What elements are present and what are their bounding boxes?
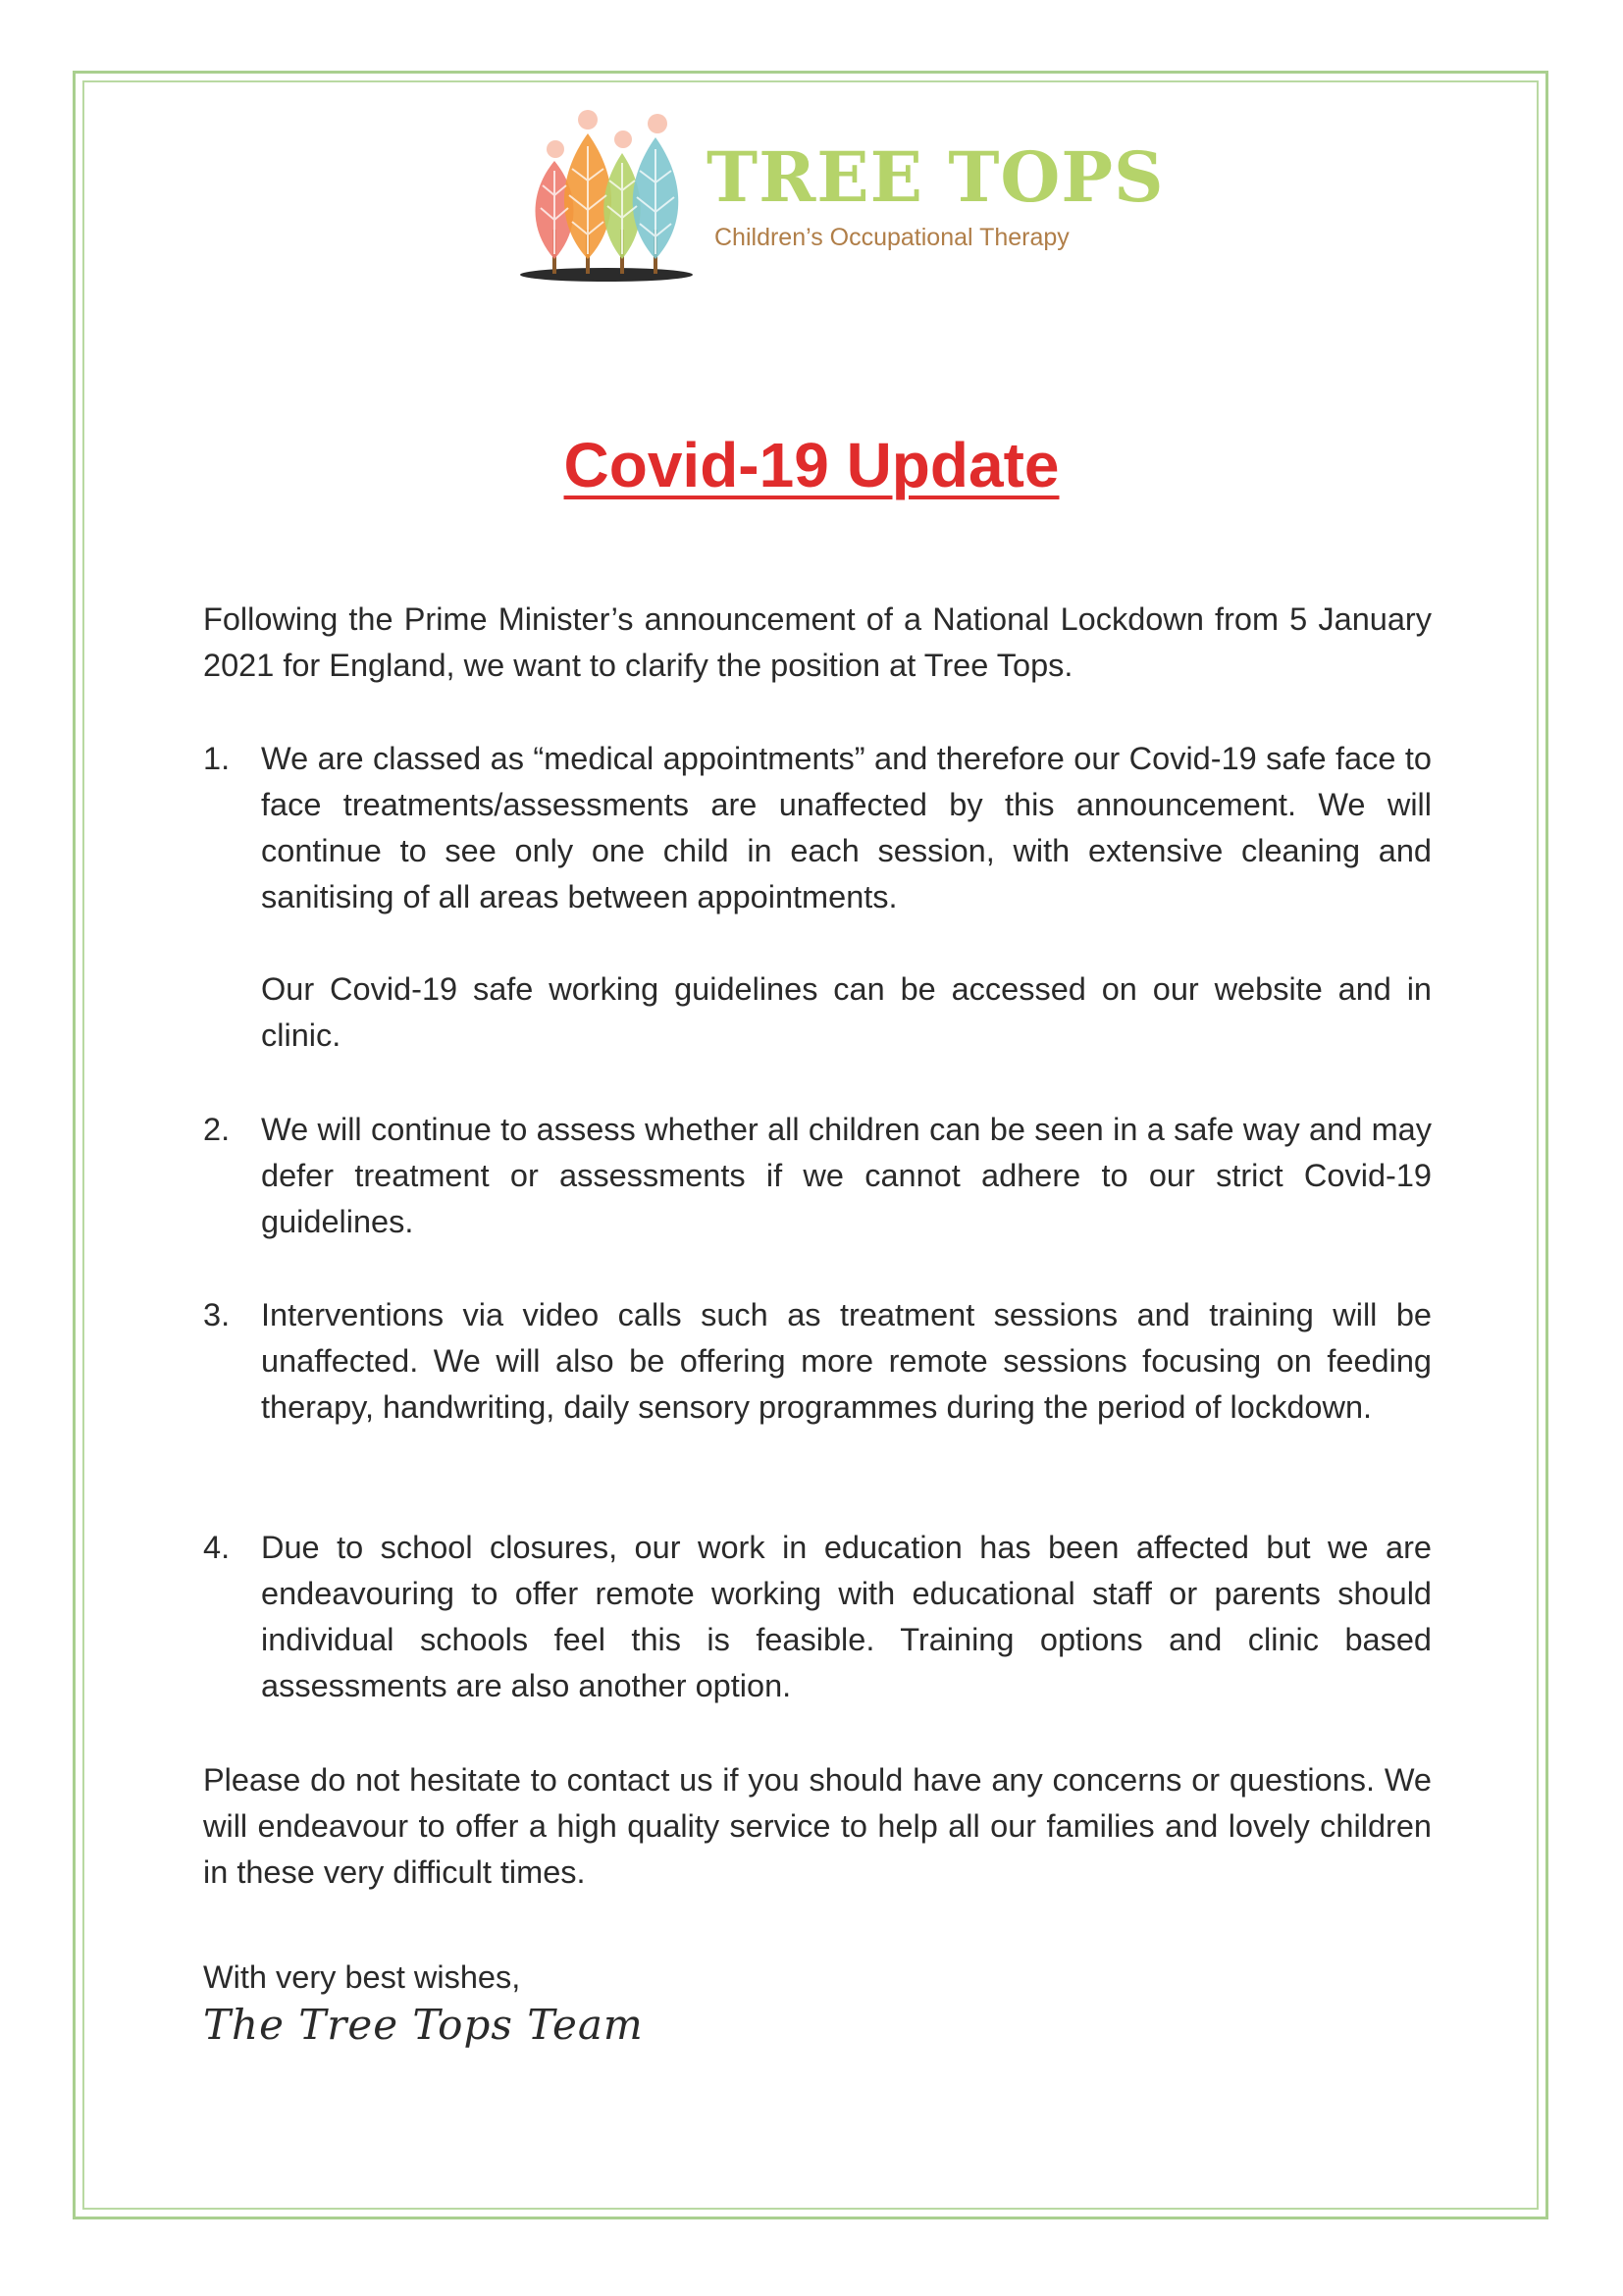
list-item-1 [203, 736, 1432, 1059]
tree-tops-logo [518, 102, 1165, 288]
tree-head-4 [648, 114, 667, 133]
list-item-text: Our Covid-19 safe working guidelines can be accessed on our website and in clinic. [261, 971, 1432, 1053]
signoff: With very best wishes, [203, 1959, 521, 1995]
list-number: 3. [203, 1297, 231, 1332]
tree-head-1 [547, 140, 564, 158]
list-item-text: Interventions via video calls such as treatment sessions and training will be unaffected. We will also be offering more remote sessions focusing on feeding therapy, handwriting, daily sensory programmes during the period of lockdown. [261, 1297, 1432, 1425]
trees-icon [518, 102, 714, 288]
signature: The Tree Tops Team [203, 2001, 644, 2049]
list-number: 4. [203, 1530, 231, 1565]
list-item-3 [203, 1292, 1432, 1431]
intro-paragraph: Following the Prime Minister’s announcement of a National Lockdown from 5 January 2021 for England, we want to clarify the position at Tree Tops. [203, 601, 1432, 683]
list-item-2 [203, 1107, 1432, 1245]
list-item-text: We are classed as “medical appointments” and therefore our Covid-19 safe face to face treatments/assessments are unaffected by this announcement. We will continue to see only one child in each session, with extensive cleaning and sanitising of all areas between appointments. [261, 741, 1432, 914]
page-title-text: Covid-19 Update [563, 430, 1060, 500]
list-item-4 [203, 1525, 1432, 1709]
list-number: 1. [203, 741, 231, 776]
ground-shadow [520, 268, 693, 282]
list-item-text: Due to school closures, our work in education has been affected but we are endeavouring to offer remote working with educational staff or parents should individual schools feel this is feasible. Training options and clinic based assessments are also another option. [261, 1530, 1432, 1703]
page-title [0, 428, 1623, 503]
brand-tagline: Children’s Occupational Therapy [714, 224, 1070, 251]
closing-paragraph: Please do not hesitate to contact us if you should have any concerns or questions. We will endeavour to offer a high quality service to help all our families and lovely children in these very difficult times. [203, 1762, 1432, 1890]
brand-name: TREE TOPS [707, 136, 1165, 218]
list-number: 2. [203, 1112, 231, 1147]
tree-head-3 [614, 130, 632, 148]
tree-head-2 [578, 110, 598, 130]
list-item-text: We will continue to assess whether all children can be seen in a safe way and may defer treatment or assessments if we cannot adhere to our strict Covid-19 guidelines. [261, 1112, 1432, 1239]
